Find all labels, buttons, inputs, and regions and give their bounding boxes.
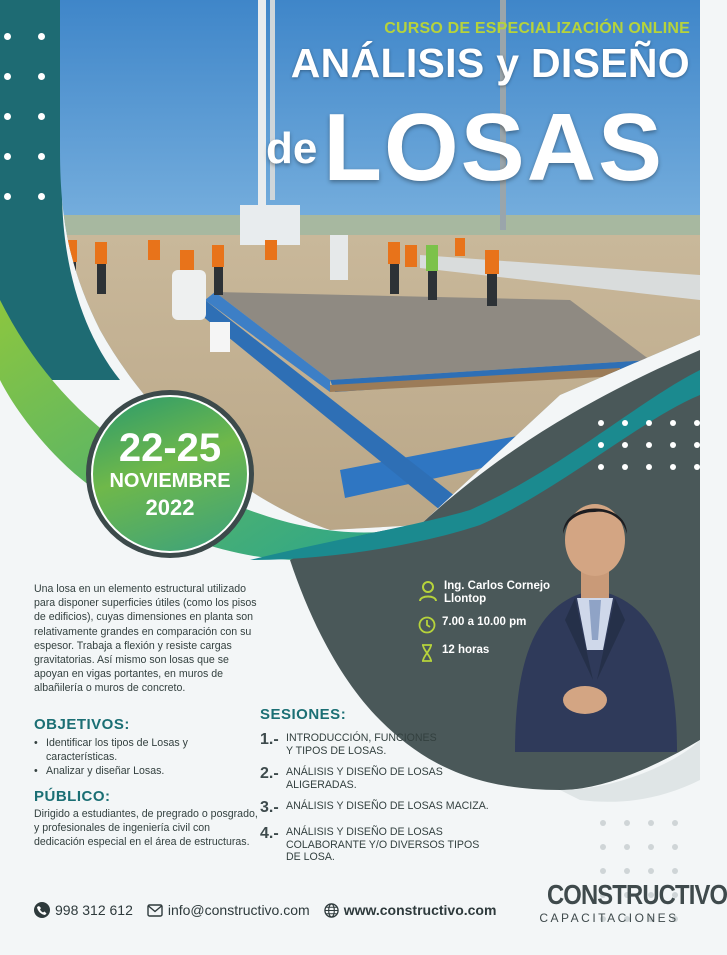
course-label: CURSO DE ESPECIALIZACIÓN ONLINE (384, 20, 690, 37)
instructor-icon (418, 580, 438, 602)
objectives-heading: OBJETIVOS: (34, 716, 130, 733)
phone-icon (34, 902, 50, 918)
clock-icon (418, 616, 436, 634)
public-heading: PÚBLICO: (34, 788, 111, 805)
phone-number: 998 312 612 (55, 902, 133, 918)
public-text: Dirigido a estudiantes, de pregrado o posgrado, y profesionales de ingeniería civil con dedicación especial en el área de estructuras. (34, 808, 258, 848)
title-line-2 (266, 94, 696, 201)
session-number: 1.- (260, 731, 279, 748)
date-month: NOVIEMBRE (109, 469, 231, 492)
title-de: de (266, 124, 318, 173)
instructor-photo (505, 490, 685, 752)
brand-logo (536, 879, 727, 925)
title-losas: LOSAS (323, 94, 665, 201)
brand-subtitle: CAPACITACIONES (539, 911, 679, 925)
session-text: ANÁLISIS Y DISEÑO DE LOSAS ALIGERADAS. (286, 766, 443, 791)
duration-text: 12 horas (442, 644, 490, 656)
title-line-1: ANÁLISIS y DISEÑO (290, 40, 690, 86)
session-item (260, 799, 520, 817)
public-section (34, 788, 260, 849)
objectives-section (34, 716, 254, 778)
date-year: 2022 (145, 494, 195, 520)
course-description: Una losa en un elemento estructural utilizado para disponer superficies útiles (como los pisos de edificios), cuyas dimensiones en planta son relativamente grandes en comparación con su espesor. Trabaja a flexión y resiste cargas gravitatorias. Así mismo son losas que se apoyan en vigas portantes, en muros de albañilería o muros de concreto. (34, 583, 257, 695)
session-number: 4.- (260, 825, 279, 842)
session-item (260, 731, 520, 757)
globe-icon (324, 903, 339, 918)
dot-pattern-right (598, 420, 700, 470)
session-item (260, 765, 520, 791)
phone-contact[interactable] (34, 902, 133, 918)
objective-item: • Analizar y diseñar Losas. (34, 764, 254, 778)
brand-name: CONSTRUCTIVO (546, 879, 727, 910)
sessions-section (260, 706, 520, 864)
session-text: INTRODUCCIÓN, FUNCIONES Y TIPOS DE LOSAS. (286, 732, 437, 757)
session-number: 2.- (260, 765, 279, 782)
sessions-heading: SESIONES: (260, 706, 347, 723)
schedule-text: 7.00 a 10.00 pm (442, 616, 527, 628)
website-url: www.constructivo.com (343, 902, 497, 918)
dot-pattern-left (4, 33, 45, 200)
instructor-name: Ing. Carlos Cornejo Llontop (444, 580, 551, 605)
session-text: ANÁLISIS Y DISEÑO DE LOSAS MACIZA. (286, 800, 489, 812)
session-item (260, 825, 520, 864)
objective-item: • Identificar los tipos de Losas y características. (34, 736, 254, 764)
email-contact[interactable] (147, 902, 310, 918)
hourglass-icon (418, 644, 436, 662)
session-text: ANÁLISIS Y DISEÑO DE LOSAS COLABORANTE Y/O DIVERSOS TIPOS DE LOSA. (286, 826, 480, 863)
title-block (230, 20, 690, 201)
contact-bar (34, 902, 510, 918)
mail-icon (147, 904, 163, 917)
date-badge (86, 390, 254, 558)
website-contact[interactable] (324, 902, 497, 918)
email-address: info@constructivo.com (167, 902, 310, 918)
date-range: 22-25 (118, 425, 222, 470)
session-number: 3.- (260, 799, 279, 816)
